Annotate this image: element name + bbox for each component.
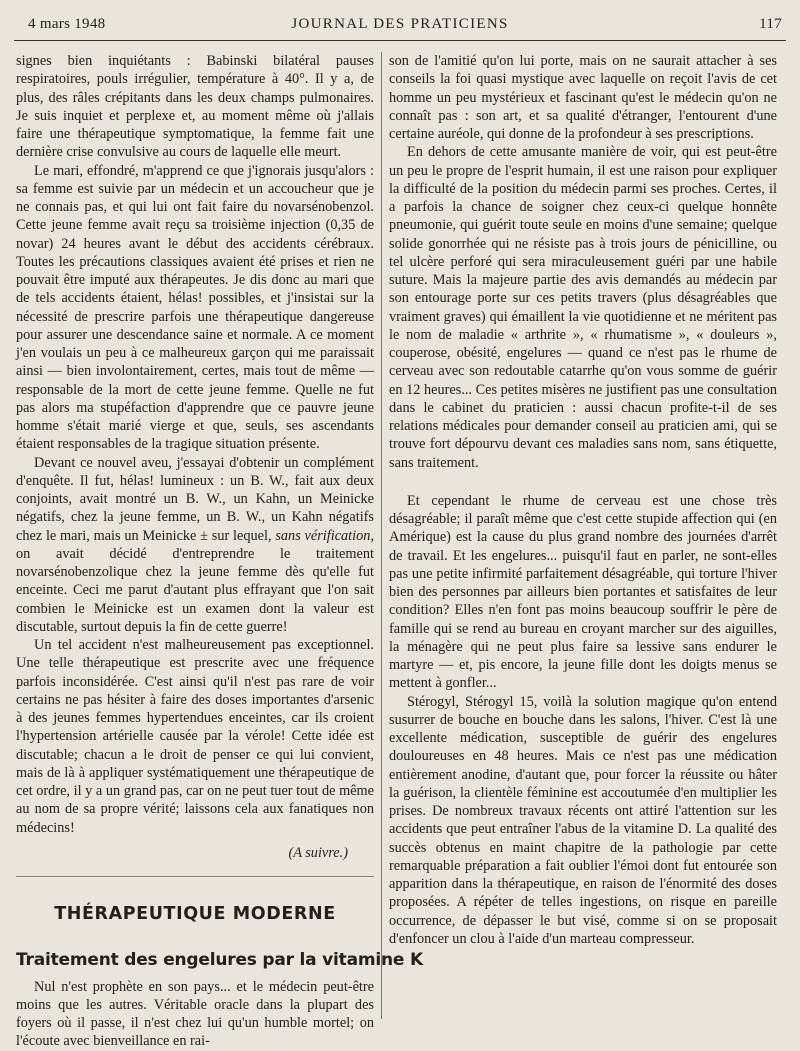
- article-title: Traitement des engelures par la vitamine K: [16, 950, 423, 971]
- paragraph: En dehors de cette amusante manière de voir, qui est peut-être un peu le propre de l'esprit humain, il est une raison pour expliquer la difficulté de la position du médecin parmi ses proches. Certes, il a parfois la chance de soigner chez ceux-ci quelque honnête pneumonie, qui guérit toute seule en moins d'une semaine; quelque solide gonorrhée qui ne résiste pas à trois jours de pénicilline, ou tel ulcère perforé qui sera miraculeusement guéri par une habile suture. Mais la majeure partie des avis demandés au médecin par son entourage porte sur ces petits travers (plus désagréables que vraiment graves) qui émaillent la vie quotidienne et ne méritent pas le nom de maladie « arthrite », « rhumatisme », « douleurs », couperose, obésité, engelures — quand ce n'est pas le rhume de cerveau avec son redoutable catarrhe qu'on vous somme de guérir en 12 heures... Ces petites misères ne justifient pas une consultation dans le cabinet du praticien : aussi chacun profite-t-il de ses relations médicales pour demander conseil au praticien ami, qui se trouve fort dépourvu devant ces maladies sans nom, sans étiquette, sans traitement.: [389, 144, 777, 471]
- running-header: [14, 12, 786, 41]
- paragraph: Nul n'est prophète en son pays... et le médecin peut-être moins que les autres. Véritable oracle dans la plupart des foyers où il passe, il n'est chez lui qu'un humble mortel; on l'écoute avec bienveillance en rai-: [16, 978, 374, 1050]
- column-rule: [381, 52, 382, 1019]
- right-column: [389, 52, 777, 948]
- paragraph: Le mari, effondré, m'apprend ce que j'ignorais jusqu'alors : sa femme est suivie par un médecin et un accoucheur que je ne connais pas, et qui lui ont fait faire du novarsénobenzol. Cette jeune femme avait reçu sa troisième injection (0,35 de novar) 24 heures avant le début des accidents cérébraux. Toutes les précautions classiques avaient été prises et rien ne pouvait être imputé aux thérapeutes. Je dis donc au mari que de tels accidents étaient, hélas! possibles, et j'insistai sur la nécessité de prescrire parfois une thérapeutique dangereuse pour assurer une descendance saine et normale. A ce moment j'en voulais un peu à ce malheureux garçon qui me paraissait ainsi — bien involontairement, certes, mais tout de même — responsable de la mort de cette jeune femme. Quelle ne fut pas alors ma stupéfaction d'apprendre que ce pauvre jeune homme s'était marié vierge et que, seuls, ses ascendants étaient responsables de la tragique situation présente.: [16, 162, 374, 453]
- paragraph: Et cependant le rhume de cerveau est une chose très désagréable; il paraît même que c'est cette stupide affection qui (en Amérique) est la cause du plus grand nombre des journées d'arrêt de travail. Et les engelures... puisqu'il faut en parler, ne sont-elles pas une petite infirmité parfaitement désagréable, qui torture l'hiver bien des personnes par ailleurs bien portantes et satisfaites de leur condition? Elles n'en font pas moins beaucoup souffrir le père de famille qui se rend au bureau en croyant marcher sur des aiguilles, la ménagère qui ne peut plus faire sa lessive sans endurer le martyre — et, pis encore, la jeune fille dont les doigts menus se mettent à gonfler...: [389, 492, 777, 692]
- section-divider: [16, 876, 374, 877]
- header-journal-title: JOURNAL DES PRATICIENS: [291, 16, 509, 32]
- header-page-number: 117: [759, 16, 782, 32]
- paragraph: signes bien inquiétants : Babinski bilatéral pauses respiratoires, pouls irrégulier, température à 40°. Il y a, de plus, des râles crépitants dans les deux champs pulmonaires. Je suis inquiet et perplexe et, au moment même où j'allais faire une thérapeutique symptomatique, la femme fait une dernière crise convulsive au cours de laquelle elle meurt.: [16, 53, 374, 161]
- paragraph-text: Devant ce nouvel aveu, j'essayai d'obtenir un complément d'enquête. Il fut, hélas! lumineux : un B. W., fait aux deux conjoints, avait montré un B. W., un Kahn, un Meinicke négatifs, chez la jeune femme, un B. W., un Kahn négatifs chez le mari, mais un Meinicke ± sur lequel,: [16, 454, 374, 544]
- section-title: THÉRAPEUTIQUE MODERNE: [54, 904, 336, 924]
- paragraph: [16, 454, 374, 637]
- paragraph: son de l'amitié qu'on lui porte, mais on ne saurait attacher à ses conseils la foi quasi mystique avec laquelle on reçoit l'avis de cet homme un peu mystérieux et fascinant qu'est le médecin qu'on ne connaît pas : son art, et sa qualité d'étranger, l'entourent d'une certaine auréole, qui donne de la profondeur à ses prescriptions.: [389, 53, 777, 142]
- paragraph-text: , on avait décidé d'entreprendre le traitement novarsénobenzolique chez la jeune femme dès qu'elle fut enceinte. Ceci me parut d'autant plus effrayant que l'on sait combien le Meinicke est un examen dont la valeur est discutable, surtout depuis la fin de cette guerre!: [16, 527, 375, 635]
- paragraph: Un tel accident n'est malheureusement pas exceptionnel. Une telle thérapeutique est prescrite avec une fréquence parfois inconsidérée. C'est ainsi qu'il n'est pas rare de voir certains ne pas hésiter à faire des doses importantes d'arsenic à des jeunes femmes hypertendues enceintes, car ils croient l'hypertension artérielle causée par la vérole! Cette idée est discutable; chacun a le droit de penser ce qui lui convient, mais de là à appliquer systématiquement une thérapeutique de cet ordre, il y a un grand pas, car on ne peut tuer tout de même au nom de sa propre vérité; laissons cela aux fanatiques non médecins!: [16, 637, 374, 836]
- italic-phrase: sans vérification: [275, 527, 371, 544]
- paragraph: Stérogyl, Stérogyl 15, voilà la solution magique qu'on entend susurrer de bouche en bouche dans les salons, l'hiver. C'est là une excellente médication, susceptible de guérir des engelures douloureuses en 48 heures. Mais ce n'est pas une médication entièrement anodine, d'autant que, pour forcer la réussite ou hâter la guérison, la clientèle féminine est accoutumée d'en multiplier les prises. De nombreux travaux récents ont attiré l'attention sur les accidents que peut entraîner l'abus de la vitamine D. La qualité des succès obtenus en maint chapitre de la pathologie par cette remarquable préparation a fait oublier l'émoi dont fut entourée son apparition dans la thérapeutique, en raison de l'énormité des doses proposées. A répéter de telles ingestions, on risque en pareille occurrence, de dépasser le but visé, comme si on se proposait d'enfoncer un clou à l'aide d'un marteau compresseur.: [389, 693, 777, 947]
- to-be-continued: (A suivre.): [288, 844, 348, 861]
- header-date: 4 mars 1948: [28, 16, 106, 32]
- left-column: [16, 52, 423, 1051]
